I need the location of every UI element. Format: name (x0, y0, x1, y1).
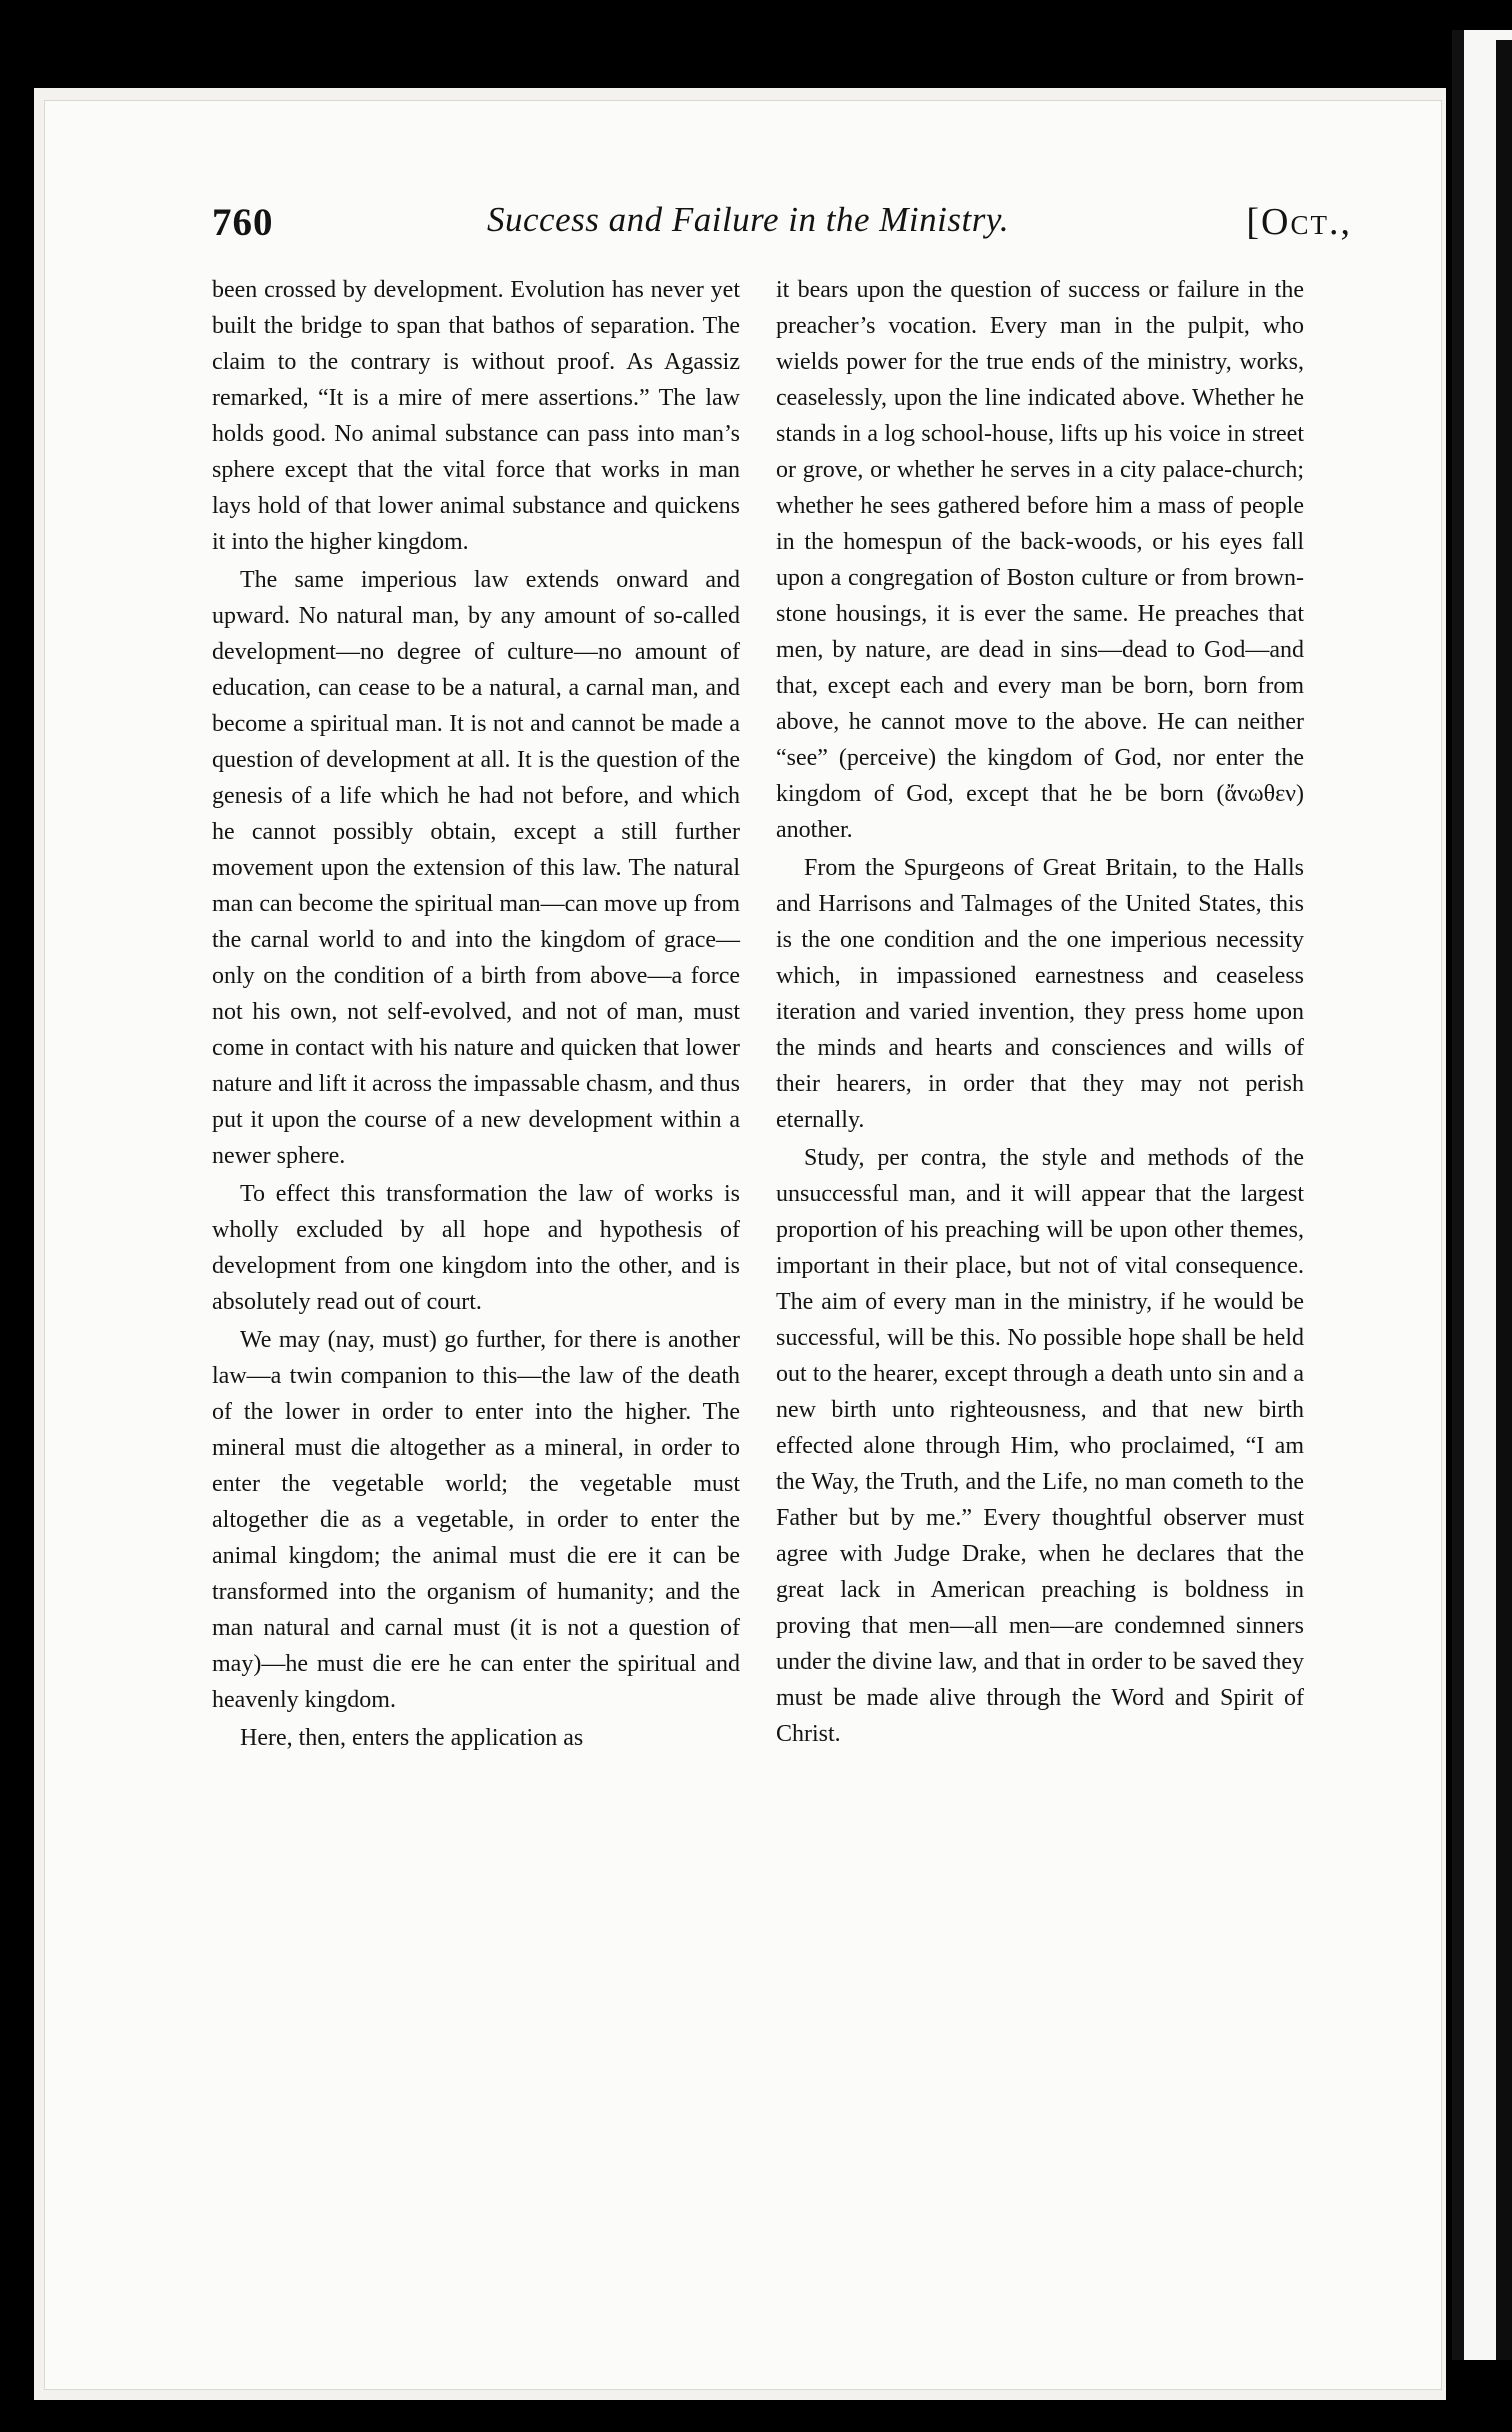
page-number: 760 (212, 201, 274, 244)
right-paragraph-1: it bears upon the question of success or failure in the preacher’s vocation. Every man in the pulpit, who wields power for the true ends of the ministry, works, ceaselessly, upon the line indicated above. Whether he stands in a log school-house, lifts up his voice in street or grove, or whether he serves in a city palace-church; whether he sees gathered before him a mass of people in the homespun of the back-woods, or his eyes fall upon a congregation of Boston culture or from brown-stone housings, it is ever the same. He preaches that men, by nature, are dead in sins—dead to God—and that, except each and every man be born, born from above, he cannot move to the above. He can neither “see” (perceive) the kingdom of God, nor enter the kingdom of God, except that he be born (ἄνωθεν) another. (776, 277, 1304, 843)
left-paragraph-2: The same imperious law extends onward and upward. No natural man, by any amount of so-called development—no degree of culture—no amount of education, can cease to be a natural, a carnal man, and become a spiritual man. It is not and cannot be made a question of development at all. It is the question of the genesis of a life which he had not before, and which he cannot possibly obtain, except a still further movement upon the extension of this law. The natural man can become the spiritual man—can move up from the carnal world to and into the kingdom of grace—only on the condition of a birth from above—a force not his own, not self-evolved, and not of man, must come in contact with his nature and quicken that lower nature and lift it across the impassable chasm, and thus put it upon the course of a new development within a newer sphere. (212, 567, 740, 1169)
right-column (776, 272, 1304, 1752)
left-paragraph-1: been crossed by development. Evolution has never yet built the bridge to span that bathos of separation. The claim to the contrary is without proof. As Agassiz remarked, “It is a mire of mere assertions.” The law holds good. No animal substance can pass into man’s sphere except that the vital force that works in man lays hold of that lower animal substance and quickens it into the higher kingdom. (212, 277, 740, 555)
left-paragraph-4: We may (nay, must) go further, for there is another law—a twin companion to this—the law of the death of the lower in order to enter into the higher. The mineral must die altogether as a mineral, in order to enter the vegetable world; the vegetable must altogether die as a vegetable, in order to enter the animal kingdom; the animal must die ere it can be transformed into the organism of humanity; and the man natural and carnal must (it is not a question of may)—he must die ere he can enter the spiritual and heavenly kingdom. (212, 1327, 740, 1713)
issue-month: [Oct., (1246, 201, 1352, 243)
running-header (212, 198, 1352, 250)
scan-border-right (1496, 40, 1512, 2360)
left-paragraph-3: To effect this transformation the law of works is wholly excluded by all hope and hypothesis of development from one kingdom into the other, and is absolutely read out of court. (212, 1181, 740, 1315)
page-gutter-shadow (1452, 30, 1464, 2360)
left-paragraph-5: Here, then, enters the application as (240, 1725, 584, 1751)
running-title: Success and Failure in the Ministry. (487, 200, 1010, 239)
left-column (212, 272, 740, 1756)
right-paragraph-2: From the Spurgeons of Great Britain, to the Halls and Harrisons and Talmages of the United States, this is the one condition and the one imperious necessity which, in impassioned earnestness and ceaseless iteration and varied invention, they press home upon the minds and hearts and consciences and wills of their hearers, in order that they may not perish eternally. (776, 855, 1304, 1133)
right-paragraph-3: Study, per contra, the style and methods of the unsuccessful man, and it will appear that the largest proportion of his preaching will be upon other themes, important in their place, but not of vital consequence. The aim of every man in the ministry, if he would be successful, will be this. No possible hope shall be held out to the hearer, except through a death unto sin and a new birth unto righteousness, and that new birth effected alone through Him, who proclaimed, “I am the Way, the Truth, and the Life, no man cometh to the Father but by me.” Every thoughtful observer must agree with Judge Drake, when he declares that the great lack in American preaching is boldness in proving that men—all men—are condemned sinners under the divine law, and that in order to be saved they must be made alive through the Word and Spirit of Christ. (776, 1145, 1304, 1747)
